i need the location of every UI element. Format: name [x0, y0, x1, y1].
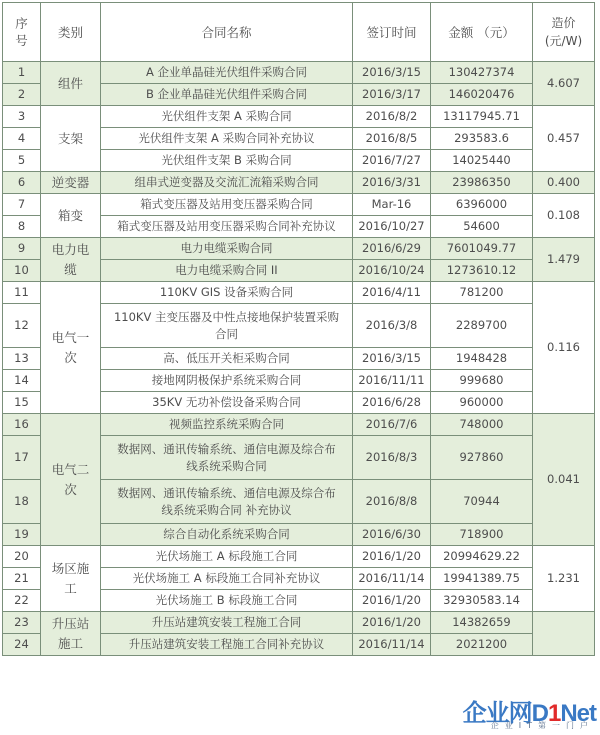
- table-row: [3, 282, 595, 304]
- row-no: 15: [3, 392, 41, 414]
- row-amount: 748000: [431, 414, 533, 436]
- row-category: 升压站 施工: [41, 612, 101, 656]
- row-sign-date: 2016/6/30: [353, 524, 431, 546]
- row-contract-name: 数据网、通讯传输系统、通信电源及综合布 线系统采购合同 补充协议: [101, 480, 353, 524]
- row-amount: 14382659: [431, 612, 533, 634]
- row-no: 5: [3, 150, 41, 172]
- row-category: 电力电 缆: [41, 238, 101, 282]
- row-amount: 960000: [431, 392, 533, 414]
- row-amount: 32930583.14: [431, 590, 533, 612]
- row-no: 17: [3, 436, 41, 480]
- row-contract-name: 组串式逆变器及交流汇流箱采购合同: [101, 172, 353, 194]
- row-contract-name: A 企业单晶硅光伏组件采购合同: [101, 62, 353, 84]
- row-amount: 6396000: [431, 194, 533, 216]
- row-unit-price: 1.479: [533, 238, 595, 282]
- row-contract-name: 视频监控系统采购合同: [101, 414, 353, 436]
- row-sign-date: 2016/11/14: [353, 634, 431, 656]
- row-unit-price: 0.108: [533, 194, 595, 238]
- table-row: [3, 172, 595, 194]
- row-no: 23: [3, 612, 41, 634]
- row-unit-price: 4.607: [533, 62, 595, 106]
- row-sign-date: 2016/10/24: [353, 260, 431, 282]
- row-contract-name: 电力电缆采购合同: [101, 238, 353, 260]
- row-contract-name: 综合自动化系统采购合同: [101, 524, 353, 546]
- row-sign-date: 2016/10/27: [353, 216, 431, 238]
- row-amount: 54600: [431, 216, 533, 238]
- row-unit-price: 0.116: [533, 282, 595, 414]
- table-row: [3, 194, 595, 216]
- row-no: 16: [3, 414, 41, 436]
- row-no: 1: [3, 62, 41, 84]
- row-no: 10: [3, 260, 41, 282]
- row-sign-date: 2016/11/14: [353, 568, 431, 590]
- row-sign-date: 2016/7/27: [353, 150, 431, 172]
- row-contract-name: 电力电缆采购合同 II: [101, 260, 353, 282]
- header-sign-date: 签订时间: [353, 3, 431, 62]
- row-amount: 23986350: [431, 172, 533, 194]
- row-sign-date: 2016/1/20: [353, 590, 431, 612]
- watermark-logo: [462, 693, 596, 733]
- row-no: 19: [3, 524, 41, 546]
- row-no: 22: [3, 590, 41, 612]
- row-no: 8: [3, 216, 41, 238]
- row-contract-name: 光伏组件支架 A 采购合同: [101, 106, 353, 128]
- row-sign-date: 2016/8/5: [353, 128, 431, 150]
- row-sign-date: 2016/4/11: [353, 282, 431, 304]
- header-category: 类别: [41, 3, 101, 62]
- row-contract-name: 高、低压开关柜采购合同: [101, 348, 353, 370]
- row-contract-name: B 企业单晶硅光伏组件采购合同: [101, 84, 353, 106]
- row-contract-name: 箱式变压器及站用变压器采购合同补充协议: [101, 216, 353, 238]
- row-contract-name: 光伏场施工 A 标段施工合同补充协议: [101, 568, 353, 590]
- row-sign-date: 2016/6/28: [353, 392, 431, 414]
- row-sign-date: 2016/8/2: [353, 106, 431, 128]
- row-no: 14: [3, 370, 41, 392]
- row-no: 9: [3, 238, 41, 260]
- table-row: [3, 62, 595, 84]
- row-no: 11: [3, 282, 41, 304]
- row-sign-date: 2016/7/6: [353, 414, 431, 436]
- row-sign-date: 2016/3/8: [353, 304, 431, 348]
- row-contract-name: 箱式变压器及站用变压器采购合同: [101, 194, 353, 216]
- row-sign-date: 2016/3/31: [353, 172, 431, 194]
- row-no: 3: [3, 106, 41, 128]
- row-no: 18: [3, 480, 41, 524]
- row-category: 箱变: [41, 194, 101, 238]
- contract-cost-table: [2, 2, 595, 656]
- row-sign-date: Mar-16: [353, 194, 431, 216]
- table-row: [3, 106, 595, 128]
- row-amount: 718900: [431, 524, 533, 546]
- header-amount: 金额 （元）: [431, 3, 533, 62]
- row-unit-price: [533, 612, 595, 656]
- row-contract-name: 光伏场施工 B 标段施工合同: [101, 590, 353, 612]
- table-row: [3, 612, 595, 634]
- row-unit-price: 0.041: [533, 414, 595, 546]
- row-amount: 2289700: [431, 304, 533, 348]
- row-sign-date: 2016/3/15: [353, 62, 431, 84]
- row-sign-date: 2016/11/11: [353, 370, 431, 392]
- row-contract-name: 35KV 无功补偿设备采购合同: [101, 392, 353, 414]
- row-amount: 13117945.71: [431, 106, 533, 128]
- row-contract-name: 接地网阴极保护系统采购合同: [101, 370, 353, 392]
- row-no: 6: [3, 172, 41, 194]
- row-category: 场区施 工: [41, 546, 101, 612]
- row-amount: 70944: [431, 480, 533, 524]
- row-amount: 130427374: [431, 62, 533, 84]
- header-contract-name: 合同名称: [101, 3, 353, 62]
- row-amount: 1273610.12: [431, 260, 533, 282]
- row-contract-name: 升压站建筑安装工程施工合同补充协议: [101, 634, 353, 656]
- row-category: 组件: [41, 62, 101, 106]
- row-no: 24: [3, 634, 41, 656]
- row-contract-name: 升压站建筑安装工程施工合同: [101, 612, 353, 634]
- row-amount: 7601049.77: [431, 238, 533, 260]
- row-amount: 146020476: [431, 84, 533, 106]
- row-no: 21: [3, 568, 41, 590]
- row-sign-date: 2016/1/20: [353, 612, 431, 634]
- row-no: 2: [3, 84, 41, 106]
- watermark-tagline: 企业IT第一门户: [490, 721, 594, 730]
- row-contract-name: 光伏组件支架 A 采购合同补充协议: [101, 128, 353, 150]
- row-amount: 20994629.22: [431, 546, 533, 568]
- row-amount: 2021200: [431, 634, 533, 656]
- row-sign-date: 2016/1/20: [353, 546, 431, 568]
- table-row: [3, 546, 595, 568]
- row-no: 7: [3, 194, 41, 216]
- row-sign-date: 2016/3/17: [353, 84, 431, 106]
- row-contract-name: 数据网、通讯传输系统、通信电源及综合布 线系统采购合同: [101, 436, 353, 480]
- row-contract-name: 光伏组件支架 B 采购合同: [101, 150, 353, 172]
- header-no: 序 号: [3, 3, 41, 62]
- row-sign-date: 2016/8/8: [353, 480, 431, 524]
- row-contract-name: 110KV 主变压器及中性点接地保护装置采购 合同: [101, 304, 353, 348]
- row-category: 电气一 次: [41, 282, 101, 414]
- header-unit-price: 造价 (元/W): [533, 3, 595, 62]
- row-category: 逆变器: [41, 172, 101, 194]
- row-amount: 927860: [431, 436, 533, 480]
- watermark-brand: 企业网D1Net: [462, 700, 596, 727]
- row-unit-price: 0.457: [533, 106, 595, 172]
- row-amount: 19941389.75: [431, 568, 533, 590]
- row-unit-price: 0.400: [533, 172, 595, 194]
- row-category: 支架: [41, 106, 101, 172]
- row-contract-name: 光伏场施工 A 标段施工合同: [101, 546, 353, 568]
- row-sign-date: 2016/8/3: [353, 436, 431, 480]
- row-no: 12: [3, 304, 41, 348]
- table-header-row: [3, 3, 595, 62]
- row-category: 电气二 次: [41, 414, 101, 546]
- table-row: [3, 238, 595, 260]
- row-no: 13: [3, 348, 41, 370]
- row-no: 4: [3, 128, 41, 150]
- row-amount: 14025440: [431, 150, 533, 172]
- row-amount: 293583.6: [431, 128, 533, 150]
- row-sign-date: 2016/6/29: [353, 238, 431, 260]
- row-unit-price: 1.231: [533, 546, 595, 612]
- row-amount: 1948428: [431, 348, 533, 370]
- row-amount: 781200: [431, 282, 533, 304]
- row-no: 20: [3, 546, 41, 568]
- table-row: [3, 414, 595, 436]
- row-contract-name: 110KV GIS 设备采购合同: [101, 282, 353, 304]
- row-amount: 999680: [431, 370, 533, 392]
- row-sign-date: 2016/3/15: [353, 348, 431, 370]
